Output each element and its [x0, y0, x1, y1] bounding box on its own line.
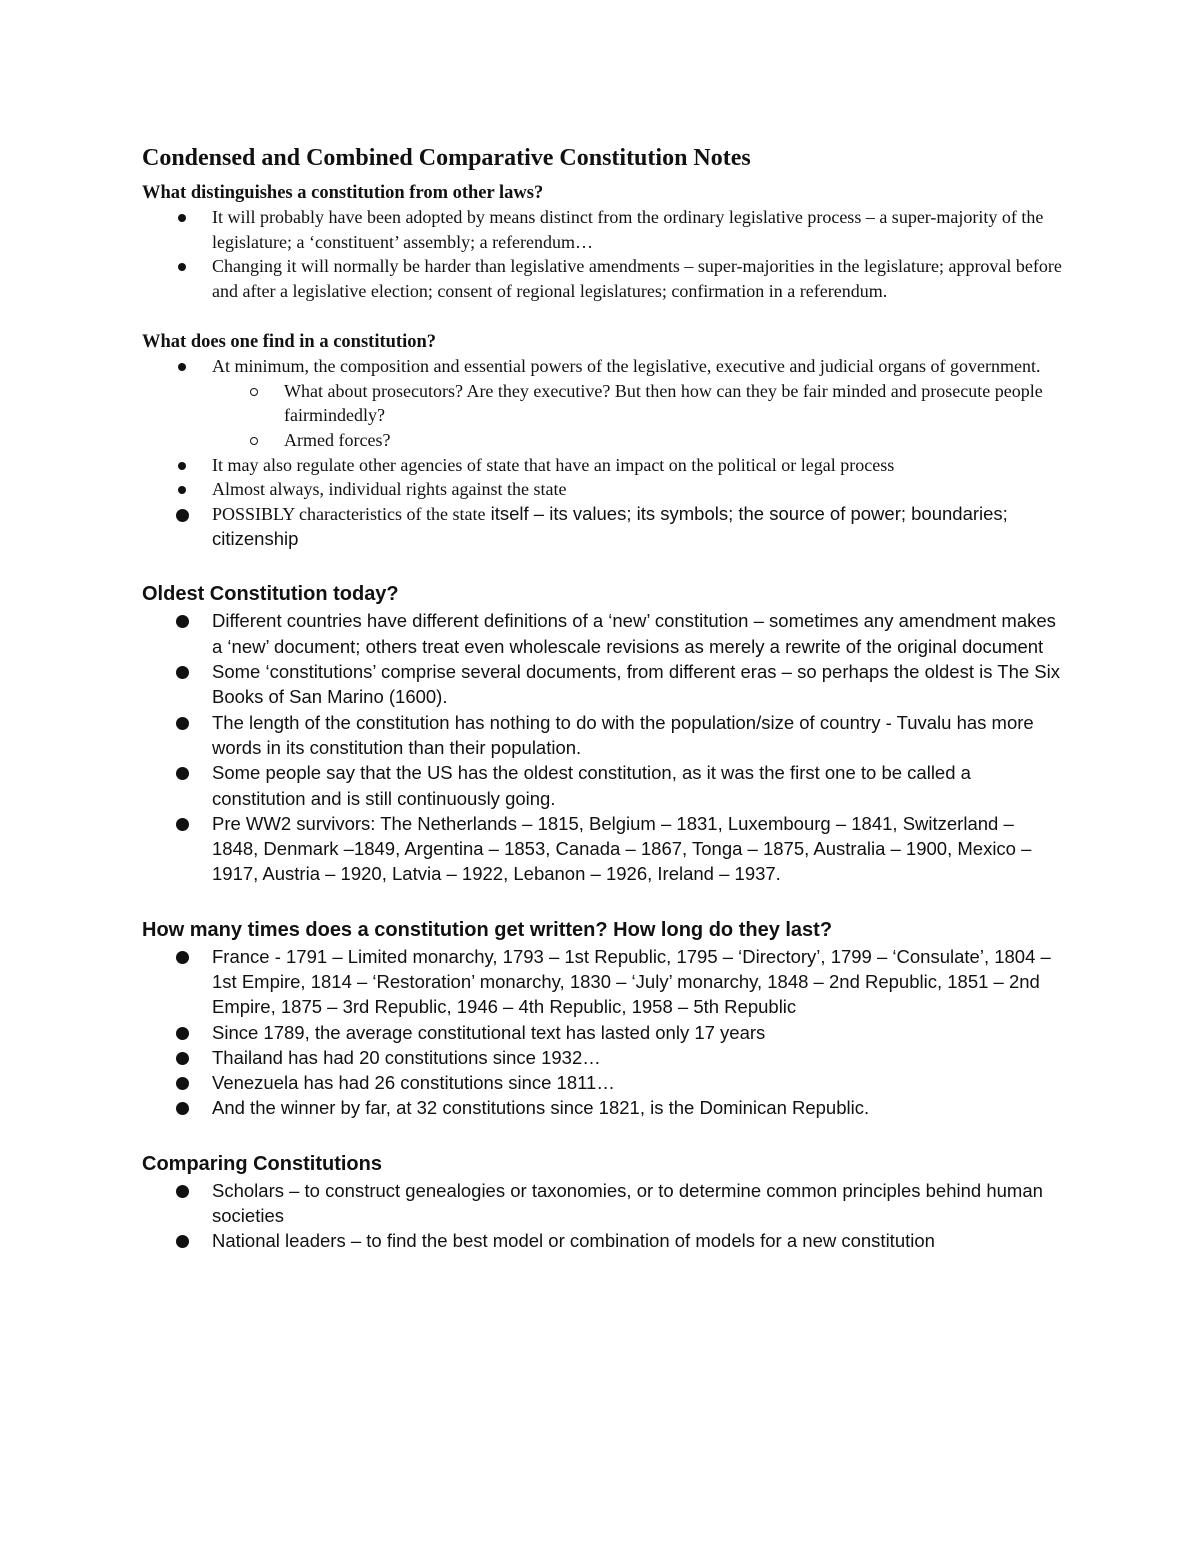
section-comparing [142, 1151, 1200, 1254]
list-item: Thailand has had 20 constitutions since 1932… [142, 1045, 1062, 1070]
bullet-icon [176, 615, 189, 628]
section-oldest [142, 581, 1200, 886]
bullet-icon [176, 509, 189, 522]
list-item: Scholars – to construct genealogies or taxonomies, or to determine common principles behind human societies [142, 1178, 1062, 1229]
section-heading: Oldest Constitution today? [142, 583, 399, 606]
bullet-icon [176, 767, 189, 780]
section-heading: Comparing Constitutions [142, 1152, 382, 1175]
section-heading: What distinguishes a constitution from other laws? [142, 183, 544, 203]
list-item: Pre WW2 survivors: The Netherlands – 1815, Belgium – 1831, Luxembourg – 1841, Switzerland – 1848, Denmark –1849, Argentina – 1853, Canada – 1867, Tonga – 1875, Australia – 1900, Mexico – 1917, Austria – 1920, Latvia – 1922, Lebanon – 1926, Ireland – 1937. [142, 811, 1062, 887]
list-item: Different countries have different definitions of a ‘new’ constitution – sometimes any amendment makes a ‘new’ document; others treat even wholescale revisions as merely a rewrite of the original document [142, 608, 1062, 659]
section-heading: What does one find in a constitution? [142, 331, 436, 352]
bullet-icon [176, 717, 189, 730]
bullet-icon [176, 1235, 189, 1248]
bullet-list [142, 1178, 1200, 1254]
list-item: Some ‘constitutions’ comprise several documents, from different eras – so perhaps the oldest is The Six Books of San Marino (1600). [142, 659, 1062, 710]
bullet-list [142, 944, 1200, 1121]
sub-list-item: Armed forces? [212, 428, 1064, 453]
bullet-icon [176, 666, 189, 679]
bullet-icon [178, 363, 186, 371]
bullet-icon [176, 1102, 189, 1115]
bullet-icon [178, 486, 186, 494]
list-item: It will probably have been adopted by means distinct from the ordinary legislative process – a super-majority of the legislature; a ‘constituent’ assembly; a referendum… [142, 205, 1062, 254]
section-contents [142, 330, 1200, 552]
circle-bullet-icon [250, 388, 258, 396]
sub-list-item: What about prosecutors? Are they executive? But then how can they be fair minded and prosecute people fairmindedly? [212, 379, 1064, 428]
list-item: It may also regulate other agencies of state that have an impact on the political or legal process [142, 453, 1062, 478]
list-item: Changing it will normally be harder than legislative amendments – super-majorities in the legislature; approval before and after a legislative election; consent of regional legislatures; confirmation in a referendum. [142, 254, 1062, 303]
list-item: POSSIBLY characteristics of the state itself – its values; its symbols; the source of power; boundaries; citizenship [142, 502, 1062, 551]
list-item: National leaders – to find the best model or combination of models for a new constitution [142, 1228, 1062, 1253]
list-item: Since 1789, the average constitutional text has lasted only 17 years [142, 1020, 1062, 1045]
circle-bullet-icon [250, 437, 258, 445]
bullet-icon [176, 951, 189, 964]
list-item: And the winner by far, at 32 constitutions since 1821, is the Dominican Republic. [142, 1095, 1062, 1120]
section-heading: How many times does a constitution get written? How long do they last? [142, 918, 833, 941]
bullet-icon [178, 462, 186, 470]
list-item: The length of the constitution has nothing to do with the population/size of country - Tuvalu has more words in its constitution than their population. [142, 710, 1062, 761]
bullet-list [142, 205, 1200, 304]
bullet-icon [176, 1185, 189, 1198]
section-distinguishes [142, 181, 1200, 304]
list-item: Venezuela has had 26 constitutions since 1811… [142, 1070, 1062, 1095]
bullet-icon [176, 1077, 189, 1090]
list-item: France - 1791 – Limited monarchy, 1793 – 1st Republic, 1795 – ‘Directory’, 1799 – ‘Consulate’, 1804 – 1st Empire, 1814 – ‘Restoration’ monarchy, 1830 – ‘July’ monarchy, 1848 – 2nd Republic, 1851 – 2nd Empire, 1875 – 3rd Republic, 1946 – 4th Republic, 1958 – 5th Republic [142, 944, 1062, 1020]
sub-list [212, 379, 1062, 453]
list-item: Almost always, individual rights against the state [142, 477, 1062, 502]
bullet-icon [176, 1027, 189, 1040]
bullet-icon [178, 263, 186, 271]
bullet-icon [176, 818, 189, 831]
section-how-many-times [142, 917, 1200, 1121]
bullet-icon [176, 1052, 189, 1065]
document-title: Condensed and Combined Comparative Constitution Notes [142, 145, 751, 171]
list-item: Some people say that the US has the oldest constitution, as it was the first one to be called a constitution and is still continuously going. [142, 760, 1062, 811]
bullet-list [142, 354, 1200, 552]
bullet-list [142, 608, 1200, 886]
list-item: At minimum, the composition and essential powers of the legislative, executive and judicial organs of government. What about prosecutors? Are they executive? But then how can they be fair minded and prosecute people fairmindedly? Armed forces? [142, 354, 1062, 453]
bullet-icon [178, 214, 186, 222]
